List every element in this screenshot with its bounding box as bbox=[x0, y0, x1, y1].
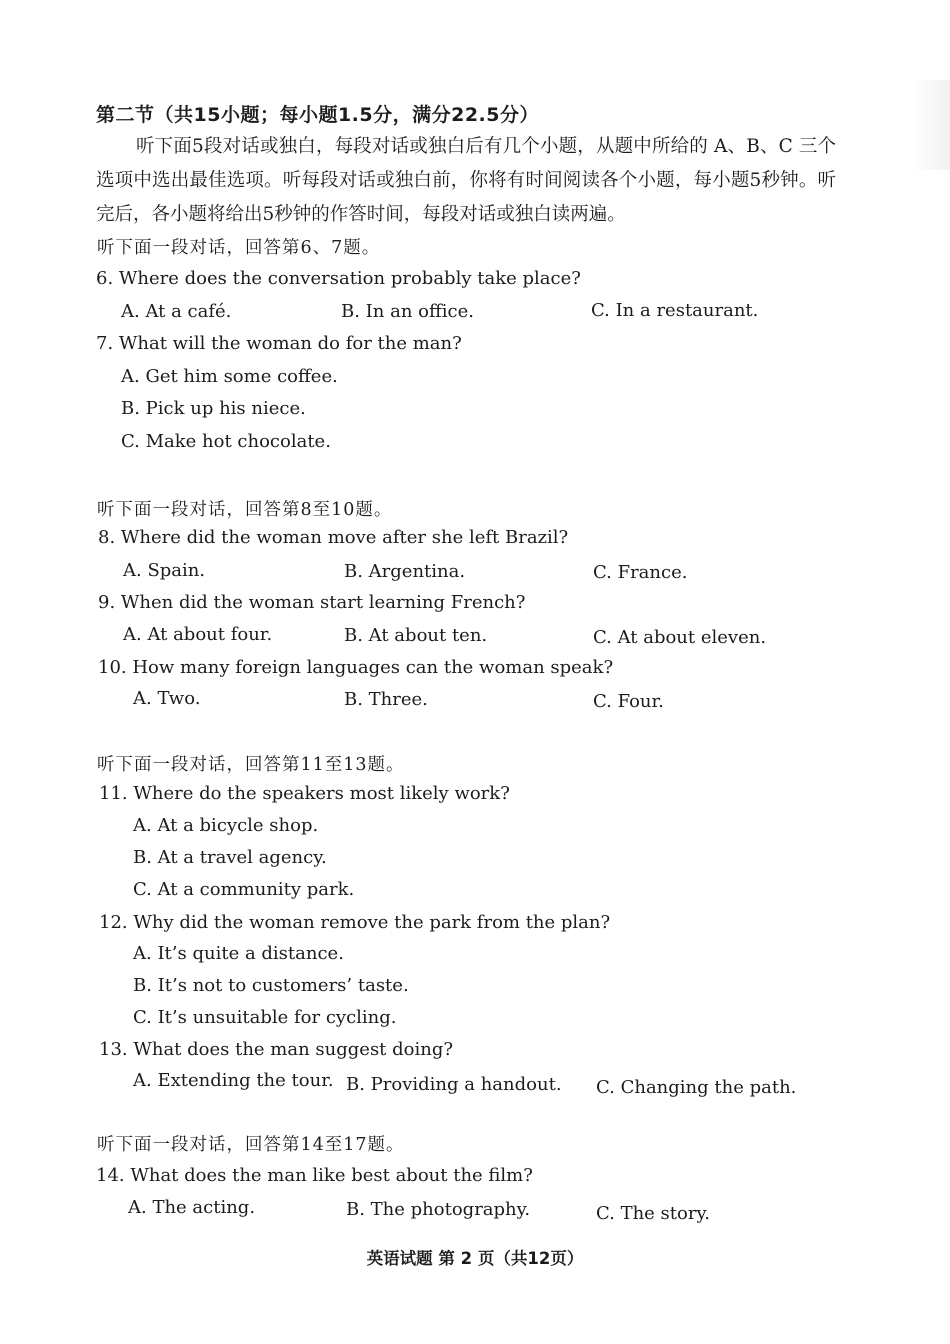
question-9-option-c: C. At about eleven. bbox=[593, 627, 767, 648]
question-11: 11. Where do the speakers most likely work? bbox=[99, 783, 510, 804]
group-label-8-10: 听下面一段对话，回答第8至10题。 bbox=[97, 500, 393, 520]
question-9-option-a: A. At about four. bbox=[123, 624, 273, 645]
question-14-option-b: B. The photography. bbox=[346, 1199, 531, 1220]
group-label-6-7: 听下面一段对话，回答第6、7题。 bbox=[97, 238, 381, 258]
question-8: 8. Where did the woman move after she left Brazil? bbox=[98, 527, 569, 548]
question-11-option-b: B. At a travel agency. bbox=[133, 847, 327, 868]
question-14: 14. What does the man like best about the film? bbox=[96, 1165, 533, 1186]
question-6-option-b: B. In an office. bbox=[341, 301, 474, 322]
question-10-option-c: C. Four. bbox=[593, 691, 664, 712]
question-14-option-c: C. The story. bbox=[596, 1203, 710, 1224]
question-14-option-a: A. The acting. bbox=[128, 1197, 256, 1218]
question-6-option-a: A. At a café. bbox=[121, 301, 232, 322]
question-7-option-a: A. Get him some coffee. bbox=[121, 366, 338, 387]
group-label-14-17: 听下面一段对话，回答第14至17题。 bbox=[97, 1135, 405, 1155]
question-12-option-b: B. It’s not to customers’ taste. bbox=[133, 975, 409, 996]
question-12-option-a: A. It’s quite a distance. bbox=[133, 943, 344, 964]
question-13-option-a: A. Extending the tour. bbox=[133, 1070, 334, 1091]
question-8-option-a: A. Spain. bbox=[123, 560, 206, 581]
question-6: 6. Where does the conversation probably take place? bbox=[96, 268, 581, 289]
question-13: 13. What does the man suggest doing? bbox=[99, 1039, 454, 1060]
question-13-option-b: B. Providing a handout. bbox=[346, 1074, 562, 1095]
question-11-option-c: C. At a community park. bbox=[133, 879, 355, 900]
question-8-option-b: B. Argentina. bbox=[344, 561, 466, 582]
question-7-option-b: B. Pick up his niece. bbox=[121, 398, 306, 419]
question-7-option-c: C. Make hot chocolate. bbox=[121, 431, 331, 452]
section-title: 第二节（共15小题；每小题1.5分，满分22.5分） bbox=[96, 104, 539, 126]
question-12: 12. Why did the woman remove the park from the plan? bbox=[99, 912, 611, 933]
question-10-option-a: A. Two. bbox=[133, 688, 201, 709]
question-9-option-b: B. At about ten. bbox=[344, 625, 488, 646]
question-7: 7. What will the woman do for the man? bbox=[96, 333, 462, 354]
question-12-option-c: C. It’s unsuitable for cycling. bbox=[133, 1007, 397, 1028]
section-instructions: 听下面5段对话或独白，每段对话或独白后有几个小题，从题中所给的 A、B、C 三个选项中选出最佳选项。听每段对话或独白前，你将有时间阅读各个小题，每小题5秒钟。听完后，各小题将给出5秒钟的作答时间，每段对话或独白读两遍。 bbox=[96, 136, 836, 225]
group-label-11-13: 听下面一段对话，回答第11至13题。 bbox=[97, 755, 405, 775]
question-10-option-b: B. Three. bbox=[344, 689, 428, 710]
question-9: 9. When did the woman start learning French? bbox=[98, 592, 526, 613]
question-11-option-a: A. At a bicycle shop. bbox=[133, 815, 319, 836]
question-6-option-c: C. In a restaurant. bbox=[591, 300, 759, 321]
page-footer: 英语试题 第 2 页（共12页） bbox=[366, 1249, 584, 1268]
question-8-option-c: C. France. bbox=[593, 562, 688, 583]
question-10: 10. How many foreign languages can the woman speak? bbox=[98, 657, 614, 678]
page-edge-shadow bbox=[910, 80, 950, 170]
question-13-option-c: C. Changing the path. bbox=[596, 1077, 797, 1098]
